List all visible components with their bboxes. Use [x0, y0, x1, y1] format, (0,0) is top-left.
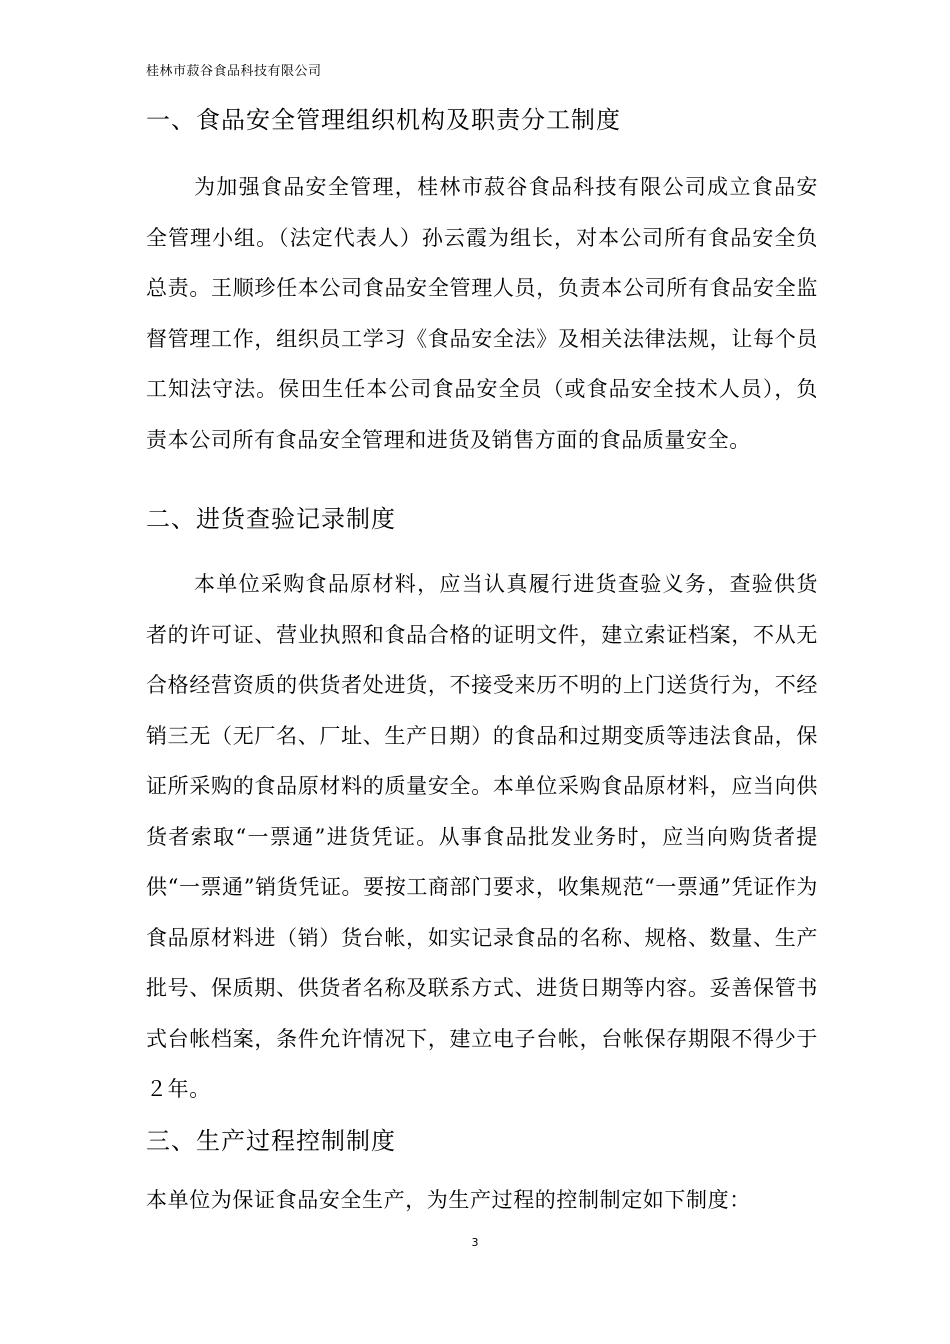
header-divider [140, 84, 816, 85]
section-paragraph: 本单位为保证食品安全生产，为生产过程的控制制定如下制度： [146, 1187, 751, 1212]
page-number: 3 [471, 1236, 479, 1249]
section-heading: 一、食品安全管理组织机构及职责分工制度 [146, 106, 621, 134]
section-heading: 三、生产过程控制制度 [146, 1126, 396, 1155]
section-organization [146, 100, 818, 465]
section-production-control [146, 1121, 818, 1226]
section-paragraph: 本单位采购食品原材料，应当认真履行进货查验义务，查验供货者的许可证、营业执照和食品合格的证明文件，建立索证档案，不从无合格经营资质的供货者处进货，不接受来历不明的上门送货行为，不经销三无（无厂名、厂址、生产日期）的食品和过期变质等违法食品，保证所采购的食品原材料的质量安全。本单位采购食品原材料，应当向供货者索取“一票通”进货凭证。从事食品批发业务时，应当向购货者提供“一票通”销货凭证。要按工商部门要求，收集规范“一票通”凭证作为食品原材料进（销）货台帐，如实记录食品的名称、规格、数量、生产批号、保质期、供货者名称及联系方式、进货日期等内容。妥善保管书式台帐档案，条件允许情况下，建立电子台帐，台帐保存期限不得少于２年。 [146, 572, 818, 1101]
running-header: 桂林市菽谷食品科技有限公司 [146, 64, 322, 79]
section-paragraph: 为加强食品安全管理，桂林市菽谷食品科技有限公司成立食品安全管理小组。（法定代表人）孙云霞为组长，对本公司所有食品安全负总责。王顺珍任本公司食品安全管理人员，负责本公司所有食品安全监督管理工作，组织员工学习《食品安全法》及相关法律法规，让每个员工知法守法。侯田生任本公司食品安全员（或食品安全技术人员），负责本公司所有食品安全管理和进货及销售方面的食品质量安全。 [146, 175, 818, 452]
section-purchase-inspection [146, 499, 818, 1115]
section-heading: 二、进货查验记录制度 [146, 505, 396, 533]
document-body [146, 100, 818, 1225]
